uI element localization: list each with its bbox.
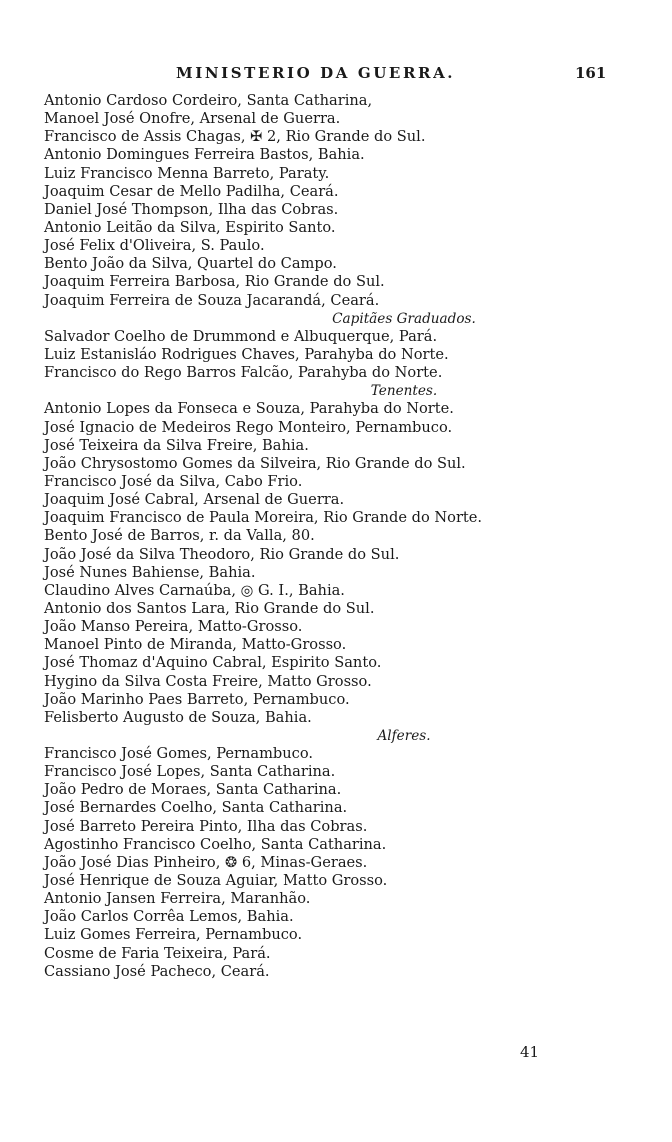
section-heading: Capitães Graduados.: [332, 310, 476, 327]
roster-entry: Antonio Leitão da Silva, Espirito Santo.: [44, 218, 336, 236]
roster-entry: José Ignacio de Medeiros Rego Monteiro, Pernambuco.: [44, 418, 453, 436]
roster-entry: João Marinho Paes Barreto, Pernambuco.: [44, 690, 350, 708]
roster-entry: Bento João da Silva, Quartel do Campo.: [44, 255, 337, 273]
roster-entry: Antonio Lopes da Fonseca e Souza, Parahyba do Norte.: [44, 400, 454, 418]
roster-entry: José Felix d'Oliveira, S. Paulo.: [44, 237, 265, 255]
roster-entry: Luiz Gomes Ferreira, Pernambuco.: [44, 926, 303, 944]
roster-entry: João Pedro de Moraes, Santa Catharina.: [44, 781, 342, 799]
page-number: 161: [575, 64, 607, 82]
header-title: MINISTERIO DA GUERRA.: [176, 64, 456, 82]
roster-entry: Antonio Domingues Ferreira Bastos, Bahia.: [44, 146, 365, 164]
roster-list: [44, 92, 644, 981]
roster-entry: José Nunes Bahiense, Bahia.: [44, 563, 256, 581]
roster-entry: Francisco do Rego Barros Falcão, Parahyba do Norte.: [44, 364, 443, 382]
roster-entry: Cassiano José Pacheco, Ceará.: [44, 962, 270, 980]
roster-entry: Salvador Coelho de Drummond e Albuquerque, Pará.: [44, 327, 438, 345]
roster-entry: Luiz Estanisláo Rodrigues Chaves, Parahyba do Norte.: [44, 345, 449, 363]
roster-entry: José Teixeira da Silva Freire, Bahia.: [44, 436, 309, 454]
roster-entry: Joaquim Francisco de Paula Moreira, Rio Grande do Norte.: [44, 509, 483, 527]
roster-entry: José Bernardes Coelho, Santa Catharina.: [44, 799, 348, 817]
roster-entry: Agostinho Francisco Coelho, Santa Catharina.: [44, 835, 387, 853]
roster-entry: João Chrysostomo Gomes da Silveira, Rio Grande do Sul.: [44, 454, 466, 472]
roster-entry: Joaquim Ferreira de Souza Jacarandá, Ceará.: [44, 291, 380, 309]
roster-entry: José Barreto Pereira Pinto, Ilha das Cobras.: [44, 817, 368, 835]
roster-entry: José Henrique de Souza Aguiar, Matto Grosso.: [44, 872, 388, 890]
roster-entry: João Carlos Corrêa Lemos, Bahia.: [44, 908, 294, 926]
roster-entry: Francisco José Lopes, Santa Catharina.: [44, 763, 336, 781]
roster-entry: João José da Silva Theodoro, Rio Grande do Sul.: [44, 545, 400, 563]
roster-entry: Joaquim Ferreira Barbosa, Rio Grande do Sul.: [44, 273, 385, 291]
roster-entry: Felisberto Augusto de Souza, Bahia.: [44, 708, 312, 726]
roster-entry: Claudino Alves Carnaúba, ◎ G. I., Bahia.: [44, 581, 345, 599]
roster-entry: Luiz Francisco Menna Barreto, Paraty.: [44, 164, 330, 182]
roster-entry: Joaquim José Cabral, Arsenal de Guerra.: [44, 491, 345, 509]
roster-entry: Antonio dos Santos Lara, Rio Grande do Sul.: [44, 599, 375, 617]
roster-entry: Daniel José Thompson, Ilha das Cobras.: [44, 200, 339, 218]
roster-entry: Hygino da Silva Costa Freire, Matto Grosso.: [44, 672, 372, 690]
roster-entry: José Thomaz d'Aquino Cabral, Espirito Santo.: [44, 654, 382, 672]
signature-mark: 41: [520, 1043, 540, 1061]
roster-entry: Francisco José da Silva, Cabo Frio.: [44, 472, 303, 490]
roster-entry: Manoel Pinto de Miranda, Matto-Grosso.: [44, 636, 347, 654]
roster-entry: Manoel José Onofre, Arsenal de Guerra.: [44, 110, 341, 128]
roster-entry: Francisco José Gomes, Pernambuco.: [44, 745, 314, 763]
running-header: [0, 64, 672, 84]
roster-entry: Antonio Cardoso Cordeiro, Santa Catharina,: [44, 92, 373, 109]
section-heading: Alferes.: [377, 727, 431, 744]
roster-entry: Antonio Jansen Ferreira, Maranhão.: [44, 890, 311, 908]
roster-entry: João José Dias Pinheiro, ❂ 6, Minas-Geraes.: [44, 853, 368, 871]
roster-entry: Cosme de Faria Teixeira, Pará.: [44, 944, 271, 962]
roster-entry: Joaquim Cesar de Mello Padilha, Ceará.: [44, 182, 339, 200]
roster-entry: Francisco de Assis Chagas, ✠ 2, Rio Grande do Sul.: [44, 128, 426, 146]
roster-entry: Bento José de Barros, r. da Valla, 80.: [44, 527, 315, 545]
roster-entry: João Manso Pereira, Matto-Grosso.: [44, 618, 303, 636]
section-heading: Tenentes.: [370, 383, 438, 400]
